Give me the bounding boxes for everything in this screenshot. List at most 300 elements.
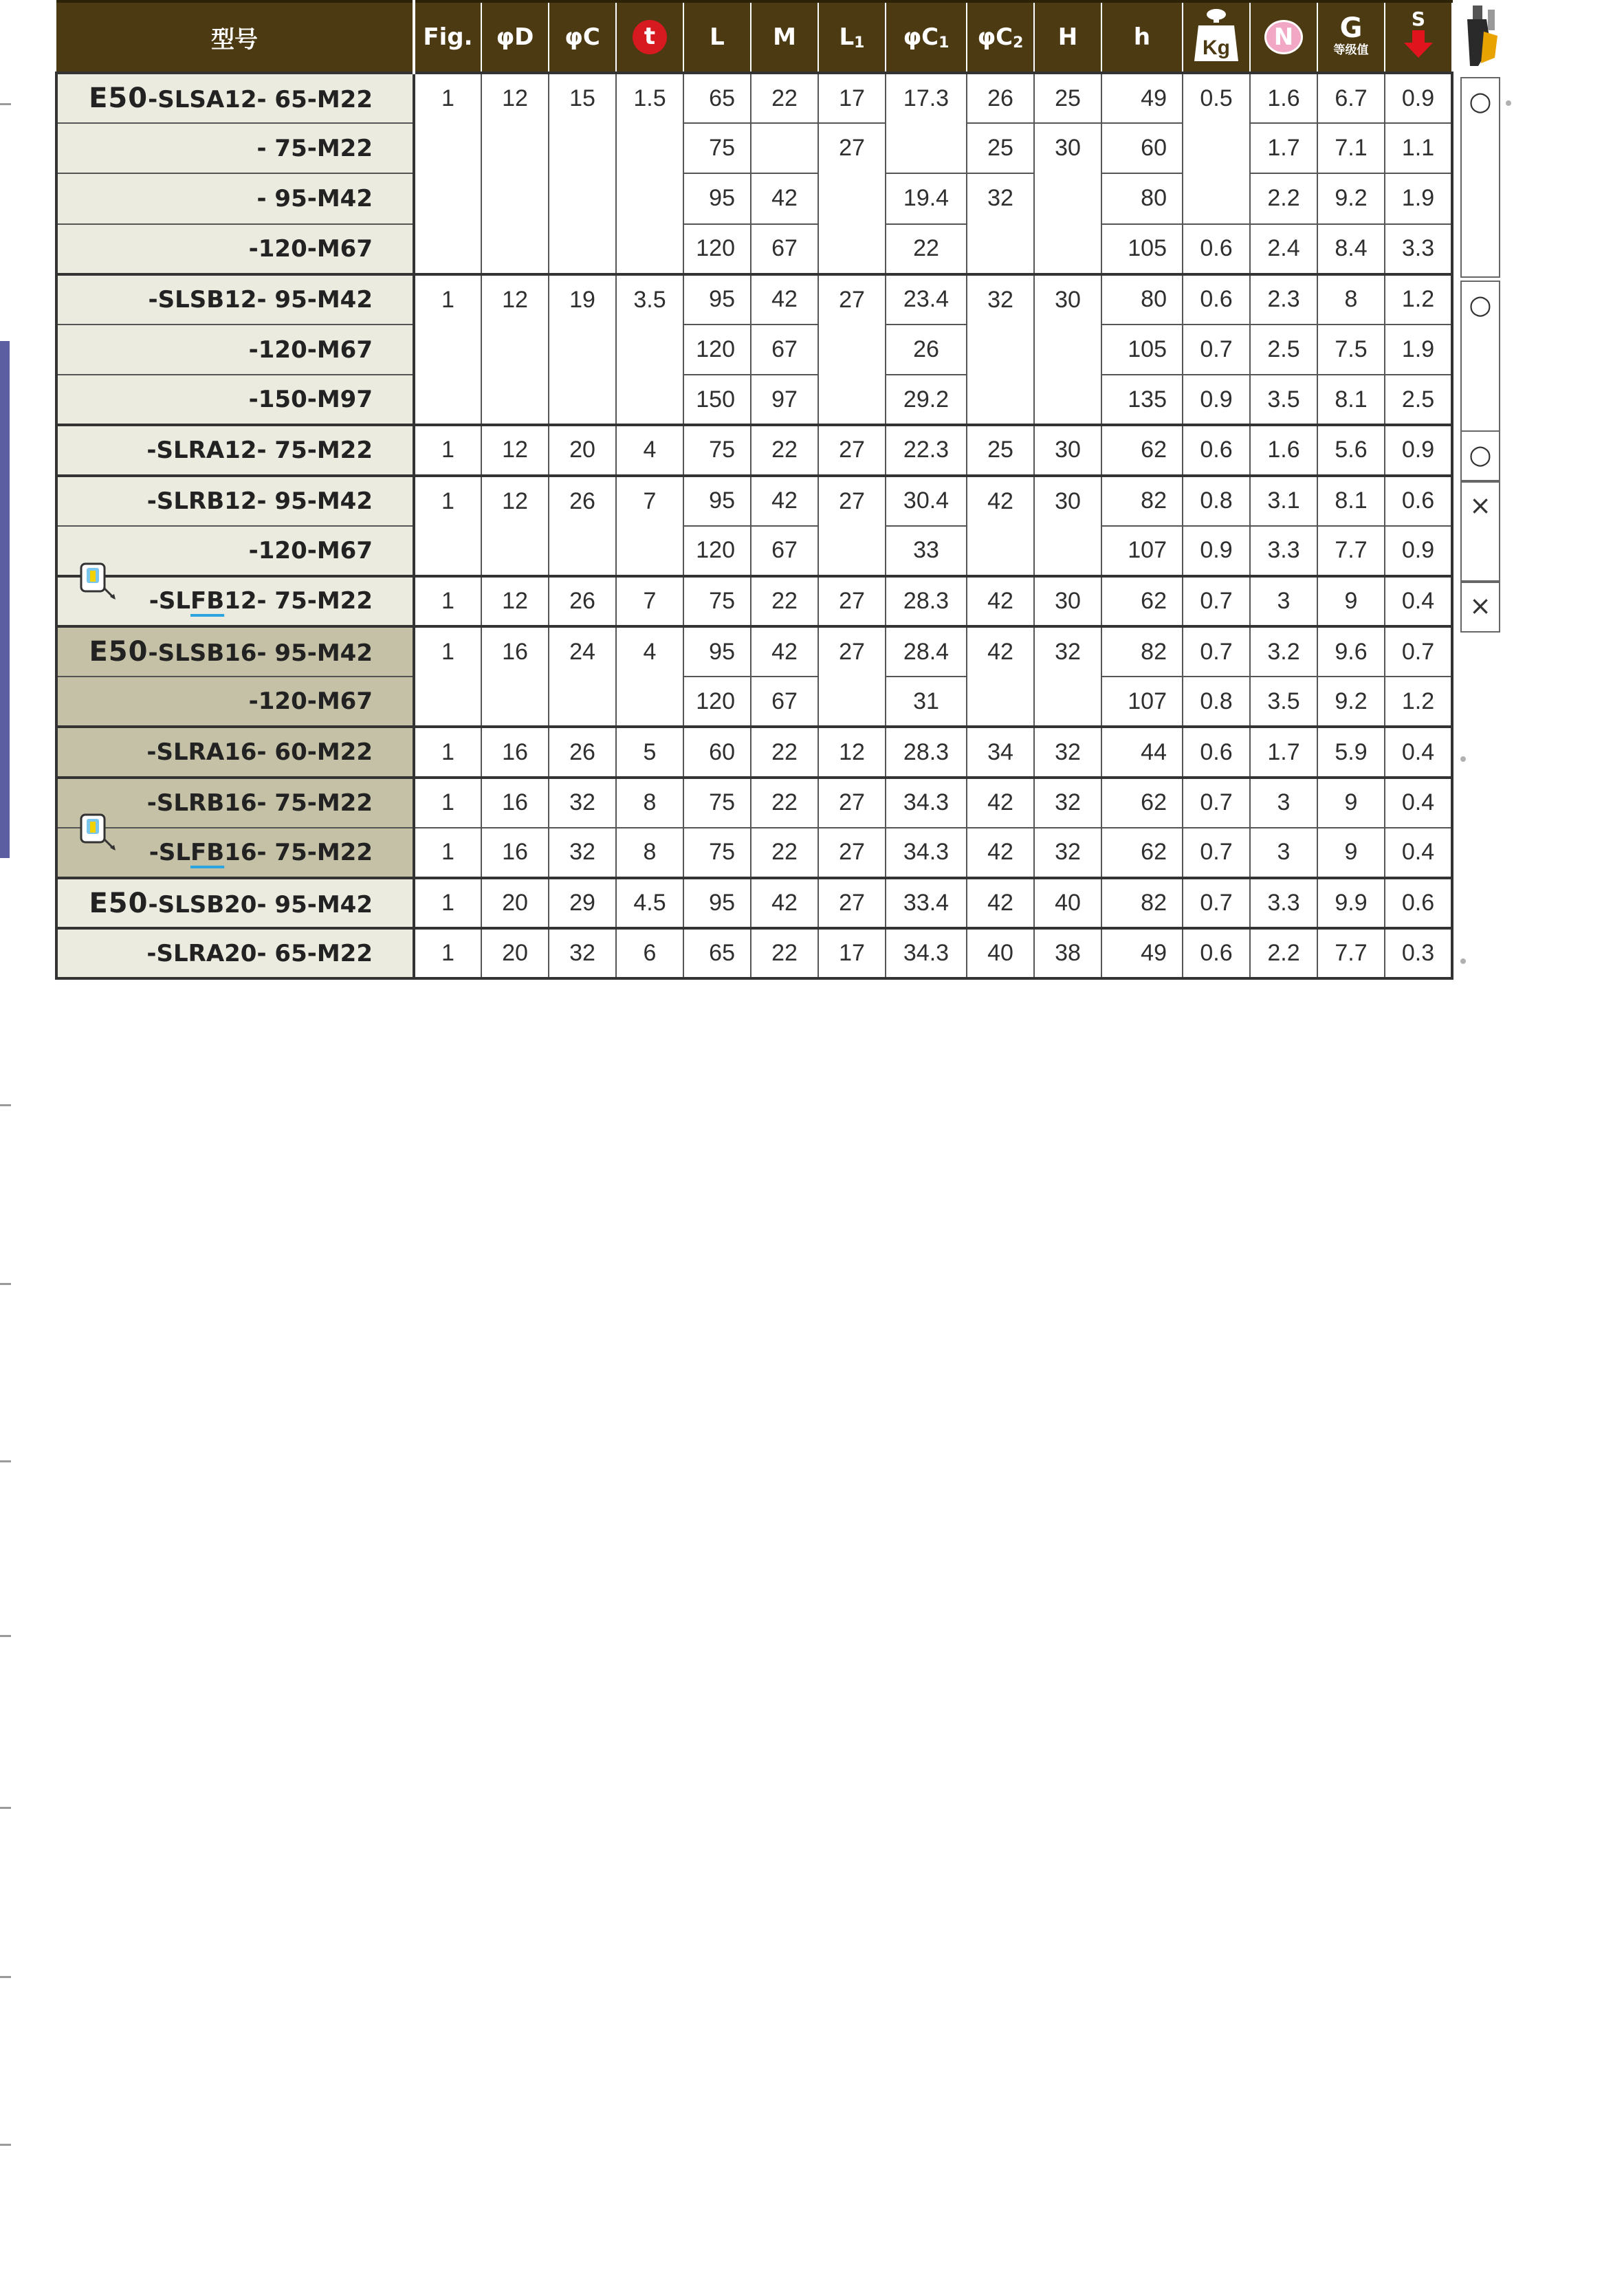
tool-holder-icon <box>1463 4 1499 67</box>
table-row <box>56 425 1452 475</box>
s-cell: 1.9 <box>1385 325 1452 375</box>
model-cell <box>56 576 414 626</box>
model-cell: -SLSB12- 95-M42 <box>56 274 414 325</box>
s-cell: 0.3 <box>1385 928 1452 978</box>
t-cell: 4 <box>616 626 683 727</box>
g-cell: 9.2 <box>1317 677 1385 727</box>
model-code-c: 16- 75-M22 <box>224 838 373 866</box>
s-cell: 1.1 <box>1385 123 1452 173</box>
model-cell: -SLRB12- 95-M42 <box>56 476 414 526</box>
n-cell: 3.1 <box>1250 476 1317 526</box>
c2-sub: 2 <box>1013 34 1024 52</box>
kg-cell: 0.7 <box>1183 626 1250 677</box>
g-sub: 等级值 <box>1333 43 1369 57</box>
c2-cell: 42 <box>967 626 1034 727</box>
g-cell: 8 <box>1317 274 1385 325</box>
s-cell: 0.6 <box>1385 878 1452 928</box>
model-code: -SLSB20- 95-M42 <box>148 890 373 919</box>
s-cell: 0.9 <box>1385 73 1452 123</box>
kg-cell: 0.8 <box>1183 476 1250 526</box>
hh-cell: 105 <box>1101 325 1183 375</box>
hh-cell: 49 <box>1101 73 1183 123</box>
insert-icon <box>78 812 118 853</box>
g-cell: 7.5 <box>1317 325 1385 375</box>
t-cell: 5 <box>616 727 683 777</box>
c1-label: φC <box>903 23 939 51</box>
kg-cell: 0.6 <box>1183 274 1250 325</box>
n-cell: 2.4 <box>1250 224 1317 274</box>
col-g <box>1317 1 1385 73</box>
fig-cell: 1 <box>414 73 481 274</box>
d-cell: 12 <box>481 425 549 475</box>
h-cell: 40 <box>1034 878 1101 928</box>
availability-cell <box>1460 430 1500 481</box>
cross-mark: × <box>1469 591 1491 621</box>
n-cell: 3 <box>1250 576 1317 626</box>
dot-marker <box>1506 100 1511 106</box>
kg-cell: 0.7 <box>1183 576 1250 626</box>
availability-cell <box>1460 77 1500 278</box>
c2-cell: 42 <box>967 878 1034 928</box>
c-cell: 26 <box>549 576 616 626</box>
l1-cell: 17 <box>818 73 886 123</box>
circle-mark: ○ <box>1469 86 1492 116</box>
n-cell: 3.2 <box>1250 626 1317 677</box>
c1-cell: 33 <box>886 526 967 576</box>
model-code-b: FB <box>190 587 225 615</box>
m-cell: 67 <box>751 325 818 375</box>
hh-cell: 107 <box>1101 677 1183 727</box>
model-cell: - 95-M42 <box>56 173 414 223</box>
t-cell: 4.5 <box>616 878 683 928</box>
table-row <box>56 274 1452 325</box>
kg-cell: 0.9 <box>1183 526 1250 576</box>
n-cell: 3.3 <box>1250 526 1317 576</box>
col-d: φD <box>481 1 549 73</box>
fig-cell: 1 <box>414 727 481 777</box>
s-cell: 0.4 <box>1385 778 1452 828</box>
n-cell: 1.7 <box>1250 123 1317 173</box>
n-cell: 1.6 <box>1250 425 1317 475</box>
model-cell: -120-M67 <box>56 325 414 375</box>
s-cell: 0.4 <box>1385 576 1452 626</box>
l1-cell: 27 <box>818 828 886 878</box>
hh-cell: 62 <box>1101 576 1183 626</box>
l-cell: 60 <box>683 727 751 777</box>
n-cell: 2.2 <box>1250 173 1317 223</box>
c2-cell: 25 <box>967 123 1034 173</box>
l-cell: 65 <box>683 73 751 123</box>
h-cell: 30 <box>1034 123 1101 274</box>
g-cell: 9.2 <box>1317 173 1385 223</box>
model-cell <box>56 828 414 878</box>
h-cell: 30 <box>1034 425 1101 475</box>
t-cell: 8 <box>616 778 683 828</box>
c1-cell: 34.3 <box>886 828 967 878</box>
model-cell: -SLRA12- 75-M22 <box>56 425 414 475</box>
hh-cell: 44 <box>1101 727 1183 777</box>
model-cell: -120-M67 <box>56 224 414 274</box>
insert-icon <box>78 561 118 602</box>
n-cell: 1.7 <box>1250 727 1317 777</box>
m-cell: 67 <box>751 224 818 274</box>
kg-cell: 0.7 <box>1183 778 1250 828</box>
c2-cell: 32 <box>967 274 1034 426</box>
s-cell: 0.9 <box>1385 425 1452 475</box>
c2-cell: 42 <box>967 828 1034 878</box>
table-row <box>56 526 1452 576</box>
model-code-a: -SL <box>149 587 191 615</box>
s-cell: 0.4 <box>1385 828 1452 878</box>
l-cell: 65 <box>683 928 751 978</box>
s-cell: 2.5 <box>1385 375 1452 425</box>
c-cell: 32 <box>549 928 616 978</box>
col-m: M <box>751 1 818 73</box>
g-cell: 9 <box>1317 778 1385 828</box>
col-h-lower: h <box>1101 1 1183 73</box>
d-cell: 12 <box>481 476 549 576</box>
g-cell: 9 <box>1317 576 1385 626</box>
t-cell: 6 <box>616 928 683 978</box>
m-cell: 42 <box>751 173 818 223</box>
l-cell: 95 <box>683 878 751 928</box>
c2-cell: 42 <box>967 476 1034 576</box>
c2-label: φC <box>977 23 1013 51</box>
m-cell: 42 <box>751 274 818 325</box>
col-c1 <box>886 1 967 73</box>
hh-cell: 107 <box>1101 526 1183 576</box>
n-cell: 3 <box>1250 778 1317 828</box>
l1-cell: 27 <box>818 274 886 426</box>
fig-cell: 1 <box>414 425 481 475</box>
hh-cell: 135 <box>1101 375 1183 425</box>
availability-cell <box>1460 481 1500 582</box>
c1-cell: 33.4 <box>886 878 967 928</box>
table-row <box>56 828 1452 878</box>
l-cell: 75 <box>683 425 751 475</box>
c2-cell: 26 <box>967 73 1034 123</box>
model-code-a: -SL <box>149 838 191 866</box>
weight-icon <box>1192 6 1241 63</box>
m-cell: 22 <box>751 425 818 475</box>
m-cell: 97 <box>751 375 818 425</box>
kg-cell: 0.5 <box>1183 73 1250 224</box>
table-row <box>56 224 1452 274</box>
d-cell: 20 <box>481 928 549 978</box>
hh-cell: 82 <box>1101 878 1183 928</box>
fig-cell: 1 <box>414 778 481 828</box>
c1-cell: 29.2 <box>886 375 967 425</box>
model-cell: -120-M67 <box>56 677 414 727</box>
c1-cell: 22 <box>886 224 967 274</box>
n-cell: 3.3 <box>1250 878 1317 928</box>
g-cell: 8.1 <box>1317 476 1385 526</box>
model-code-b: FB <box>190 838 225 866</box>
c2-cell: 40 <box>967 928 1034 978</box>
chapter-side-bar <box>0 341 10 858</box>
c1-cell: 22.3 <box>886 425 967 475</box>
m-cell: 67 <box>751 677 818 727</box>
fig-cell: 1 <box>414 476 481 576</box>
m-cell: 42 <box>751 476 818 526</box>
m-cell: 22 <box>751 727 818 777</box>
dot-marker <box>1460 958 1466 964</box>
l1-cell: 27 <box>818 778 886 828</box>
kg-cell: 0.7 <box>1183 325 1250 375</box>
table-row <box>56 325 1452 375</box>
kg-label: Kg <box>1203 36 1230 59</box>
l-cell: 75 <box>683 123 751 173</box>
n-cell: 3.5 <box>1250 375 1317 425</box>
c-cell: 26 <box>549 727 616 777</box>
edge-tick <box>0 1104 11 1106</box>
l-cell: 75 <box>683 576 751 626</box>
kg-cell: 0.7 <box>1183 828 1250 878</box>
header-row <box>56 1 1452 73</box>
n-badge: N <box>1264 20 1303 54</box>
m-cell: 22 <box>751 778 818 828</box>
s-cell: 1.2 <box>1385 274 1452 325</box>
l1-cell: 27 <box>818 878 886 928</box>
h-cell: 30 <box>1034 274 1101 426</box>
m-cell: 22 <box>751 828 818 878</box>
g-cell: 5.9 <box>1317 727 1385 777</box>
availability-cell <box>1460 582 1500 633</box>
t-cell: 1.5 <box>616 73 683 274</box>
kg-cell: 0.6 <box>1183 928 1250 978</box>
kg-cell: 0.7 <box>1183 878 1250 928</box>
g-cell: 9.9 <box>1317 878 1385 928</box>
l-cell: 95 <box>683 173 751 223</box>
l1-cell: 12 <box>818 727 886 777</box>
l-cell: 120 <box>683 325 751 375</box>
l-cell: 75 <box>683 778 751 828</box>
col-c: φC <box>549 1 616 73</box>
c-cell: 32 <box>549 778 616 828</box>
c1-cell: 26 <box>886 325 967 375</box>
l-cell: 120 <box>683 677 751 727</box>
model-cell: -SLRA16- 60-M22 <box>56 727 414 777</box>
l-cell: 120 <box>683 526 751 576</box>
table-row <box>56 576 1452 626</box>
c-cell: 24 <box>549 626 616 727</box>
g-cell: 5.6 <box>1317 425 1385 475</box>
s-cell: 0.6 <box>1385 476 1452 526</box>
s-cell: 0.4 <box>1385 727 1452 777</box>
s-cell: 0.9 <box>1385 526 1452 576</box>
t-cell: 7 <box>616 476 683 576</box>
t-cell: 3.5 <box>616 274 683 426</box>
edge-tick <box>0 1807 11 1809</box>
model-prefix: E50 <box>89 83 149 115</box>
m-cell: 22 <box>751 73 818 123</box>
col-model: 型号 <box>56 1 414 73</box>
kg-cell: 0.6 <box>1183 425 1250 475</box>
hh-cell: 80 <box>1101 173 1183 223</box>
t-cell: 4 <box>616 425 683 475</box>
col-t <box>616 1 683 73</box>
h-cell: 32 <box>1034 626 1101 727</box>
s-cell: 1.2 <box>1385 677 1452 727</box>
fig-cell: 1 <box>414 828 481 878</box>
col-c2 <box>967 1 1034 73</box>
n-cell: 3.5 <box>1250 677 1317 727</box>
l1-cell: 27 <box>818 425 886 475</box>
c1-cell: 28.3 <box>886 727 967 777</box>
c2-cell: 34 <box>967 727 1034 777</box>
c1-cell: 31 <box>886 677 967 727</box>
s-cell: 1.9 <box>1385 173 1452 223</box>
model-cell: -120-M67 <box>56 526 414 576</box>
l1-sub: 1 <box>854 34 865 52</box>
s-cell: 3.3 <box>1385 224 1452 274</box>
s-cell: 0.7 <box>1385 626 1452 677</box>
t-badge: t <box>633 20 667 54</box>
edge-tick <box>0 1635 11 1637</box>
table-row <box>56 677 1452 727</box>
c-cell: 19 <box>549 274 616 426</box>
hh-cell: 49 <box>1101 928 1183 978</box>
n-cell: 1.6 <box>1250 73 1317 123</box>
l1-cell: 27 <box>818 576 886 626</box>
m-cell: 22 <box>751 576 818 626</box>
c2-cell: 42 <box>967 576 1034 626</box>
hh-cell: 62 <box>1101 425 1183 475</box>
table-row <box>56 476 1452 526</box>
t-cell: 8 <box>616 828 683 878</box>
kg-cell: 0.6 <box>1183 727 1250 777</box>
d-cell: 12 <box>481 73 549 274</box>
g-label: G <box>1339 12 1363 44</box>
dot-marker <box>1460 756 1466 762</box>
g-cell: 9 <box>1317 828 1385 878</box>
l1-cell: 27 <box>818 476 886 576</box>
availability-cell <box>1460 281 1500 432</box>
h-cell: 25 <box>1034 73 1101 123</box>
h-cell: 32 <box>1034 727 1101 777</box>
g-cell: 6.7 <box>1317 73 1385 123</box>
col-s <box>1385 1 1452 73</box>
hh-cell: 60 <box>1101 123 1183 173</box>
c1-cell: 34.3 <box>886 928 967 978</box>
g-cell: 9.6 <box>1317 626 1385 677</box>
m-cell-empty <box>751 123 818 173</box>
table-row <box>56 778 1452 828</box>
col-n <box>1250 1 1317 73</box>
c2-cell: 25 <box>967 425 1034 475</box>
edge-tick <box>0 1976 11 1978</box>
table-row <box>56 878 1452 928</box>
edge-tick <box>0 103 11 105</box>
c1-cell: 19.4 <box>886 173 967 223</box>
d-cell: 16 <box>481 778 549 828</box>
model-cell: -SLRA20- 65-M22 <box>56 928 414 978</box>
g-cell: 7.1 <box>1317 123 1385 173</box>
d-cell: 16 <box>481 828 549 878</box>
c2-cell: 42 <box>967 778 1034 828</box>
c-cell: 15 <box>549 73 616 274</box>
m-cell: 22 <box>751 928 818 978</box>
c1-cell: 17.3 <box>886 73 967 173</box>
table-row <box>56 375 1452 425</box>
d-cell: 16 <box>481 626 549 727</box>
l1-cell: 17 <box>818 928 886 978</box>
l-cell: 75 <box>683 828 751 878</box>
col-fig: Fig. <box>414 1 481 73</box>
kg-cell: 0.9 <box>1183 375 1250 425</box>
d-cell: 12 <box>481 576 549 626</box>
h-cell: 32 <box>1034 778 1101 828</box>
model-code: -SLSB16- 95-M42 <box>148 639 373 668</box>
l-cell: 150 <box>683 375 751 425</box>
c-cell: 20 <box>549 425 616 475</box>
table-row <box>56 626 1452 677</box>
d-cell: 12 <box>481 274 549 426</box>
m-cell: 67 <box>751 526 818 576</box>
hh-cell: 62 <box>1101 778 1183 828</box>
d-cell: 20 <box>481 878 549 928</box>
kg-cell: 0.8 <box>1183 677 1250 727</box>
hh-cell: 82 <box>1101 476 1183 526</box>
model-prefix: E50 <box>89 636 149 668</box>
circle-mark: ○ <box>1469 289 1492 320</box>
l-cell: 95 <box>683 626 751 677</box>
table-row <box>56 727 1452 777</box>
n-cell: 2.5 <box>1250 325 1317 375</box>
l-cell: 95 <box>683 476 751 526</box>
model-cell <box>56 73 414 123</box>
t-cell: 7 <box>616 576 683 626</box>
edge-tick <box>0 2144 11 2146</box>
c-cell: 29 <box>549 878 616 928</box>
spec-table <box>55 0 1453 980</box>
model-cell <box>56 878 414 928</box>
h-cell: 30 <box>1034 576 1101 626</box>
m-cell: 42 <box>751 626 818 677</box>
l1-cell: 27 <box>818 123 886 274</box>
h-cell: 32 <box>1034 828 1101 878</box>
col-h-upper: H <box>1034 1 1101 73</box>
l1-cell: 27 <box>818 626 886 727</box>
n-cell: 2.2 <box>1250 928 1317 978</box>
g-cell: 8.4 <box>1317 224 1385 274</box>
edge-tick <box>0 1283 11 1285</box>
circle-mark: ○ <box>1469 439 1492 470</box>
model-cell: -150-M97 <box>56 375 414 425</box>
col-weight <box>1183 1 1250 73</box>
l-cell: 95 <box>683 274 751 325</box>
hh-cell: 62 <box>1101 828 1183 878</box>
col-l: L <box>683 1 751 73</box>
fig-cell: 1 <box>414 928 481 978</box>
c2-cell: 32 <box>967 173 1034 274</box>
fig-cell: 1 <box>414 576 481 626</box>
c1-cell: 30.4 <box>886 476 967 526</box>
cross-mark: × <box>1469 490 1491 520</box>
fig-cell: 1 <box>414 274 481 426</box>
n-cell: 2.3 <box>1250 274 1317 325</box>
c1-cell: 28.4 <box>886 626 967 677</box>
c1-sub: 1 <box>939 34 950 52</box>
n-cell: 3 <box>1250 828 1317 878</box>
model-prefix: E50 <box>89 887 149 919</box>
g-cell: 7.7 <box>1317 526 1385 576</box>
hh-cell: 105 <box>1101 224 1183 274</box>
c1-cell: 34.3 <box>886 778 967 828</box>
down-arrow-icon <box>1403 29 1434 59</box>
c-cell: 32 <box>549 828 616 878</box>
model-code: -SLSA12- 65-M22 <box>148 86 373 114</box>
